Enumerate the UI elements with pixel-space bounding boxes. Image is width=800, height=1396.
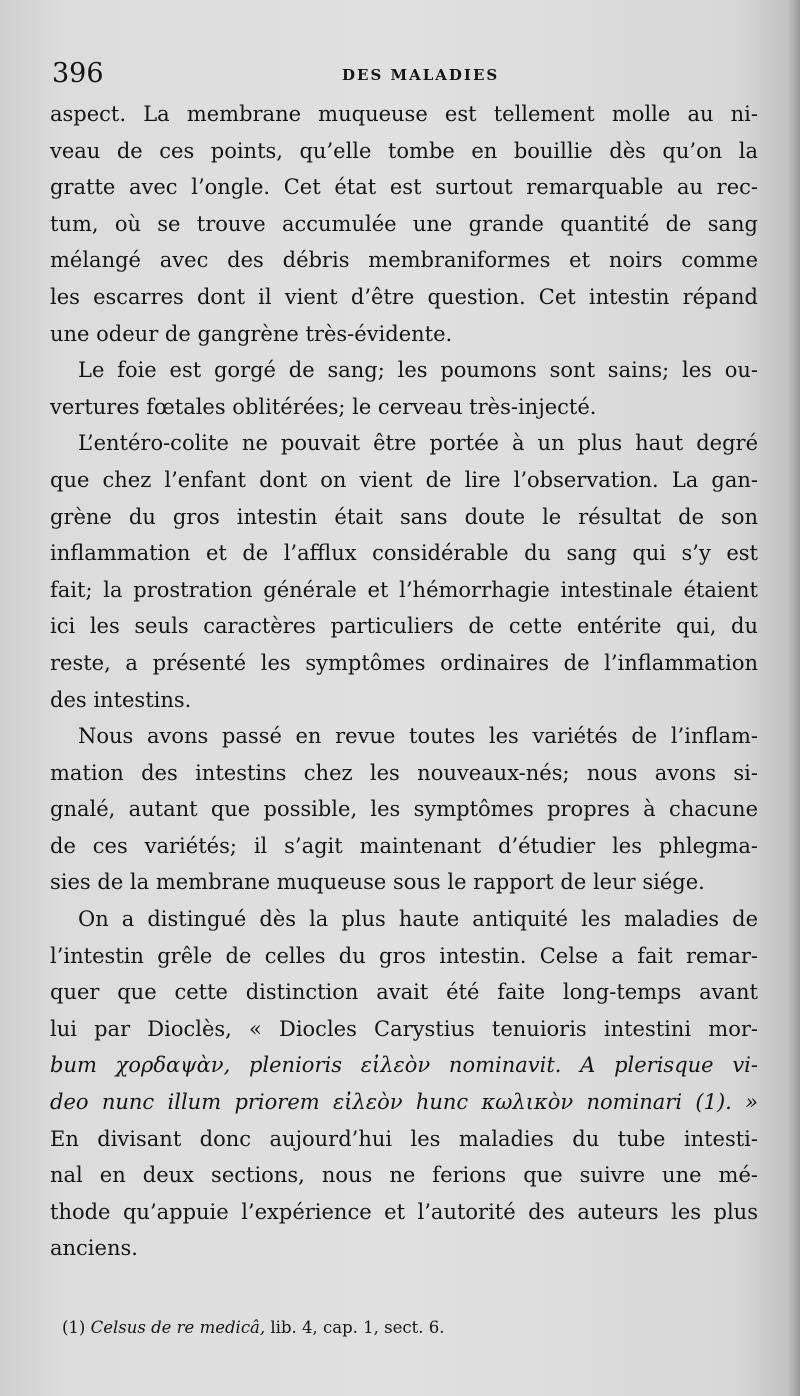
- page-header: [52, 58, 757, 98]
- text-line: On a distingué dès la plus haute antiquité les maladies de: [78, 907, 758, 932]
- text-line: une odeur de gangrène très-évidente.: [50, 321, 453, 346]
- text-line: veau de ces points, qu’elle tombe en bouillie dès qu’on la: [50, 138, 758, 163]
- text-line: grène du gros intestin était sans doute le résultat de son: [50, 504, 758, 529]
- text-line: lui par Dioclès, « Diocles Carystius tenuioris intestini mor-: [50, 1016, 758, 1041]
- text-line: thode qu’appuie l’expérience et l’autorité des auteurs les plus: [50, 1199, 758, 1224]
- text-line: quer que cette distinction avait été faite long-temps avant: [50, 980, 758, 1005]
- running-head: DES MALADIES: [342, 66, 500, 84]
- text-line: ici les seuls caractères particuliers de cette entérite qui, du: [50, 614, 758, 639]
- footnote-reference: lib. 4, cap. 1, sect. 6.: [270, 1318, 445, 1337]
- body-text: [50, 96, 758, 1267]
- text-line: mation des intestins chez les nouveaux-nés; nous avons si-: [50, 760, 758, 785]
- text-line: En divisant donc aujourd’hui les maladies du tube intesti-: [50, 1126, 758, 1151]
- text-line: gratte avec l’ongle. Cet état est surtout remarquable au rec-: [50, 175, 758, 200]
- footnote-marker: (1): [62, 1318, 86, 1337]
- text-line: de ces variétés; il s’agit maintenant d’étudier les phlegma-: [50, 833, 758, 858]
- text-line: tum, où se trouve accumulée une grande quantité de sang: [50, 211, 758, 236]
- text-line: les escarres dont il vient d’être question. Cet intestin répand: [50, 284, 758, 309]
- footnote: [62, 1318, 444, 1337]
- text-line: nal en deux sections, nous ne ferions que suivre une mé-: [50, 1163, 758, 1188]
- text-line: bum χορδαψὰν, plenioris εἰλεὸν nominavit. A plerisque vi-: [50, 1053, 758, 1078]
- text-line: L’entéro-colite ne pouvait être portée à un plus haut degré: [78, 431, 758, 456]
- text-line: mélangé avec des débris membraniformes et noirs comme: [50, 248, 758, 273]
- text-line: reste, a présenté les symptômes ordinaires de l’inflammation: [50, 650, 758, 675]
- text-line: Le foie est gorgé de sang; les poumons sont sains; les ou-: [78, 358, 758, 383]
- text-line: anciens.: [50, 1236, 138, 1261]
- text-line: que chez l’enfant dont on vient de lire l’observation. La gan-: [50, 467, 758, 492]
- text-line: vertures fœtales oblitérées; le cerveau très-injecté.: [50, 394, 597, 419]
- page-number: 396: [52, 58, 104, 89]
- text-line: deo nunc illum priorem εἰλεὸν hunc κωλικὸν nominari (1). »: [50, 1090, 758, 1115]
- page-edge-shadow: [786, 0, 800, 1396]
- text-line: aspect. La membrane muqueuse est tellement molle au ni-: [50, 102, 758, 126]
- footnote-source: Celsus de re medicâ,: [90, 1318, 266, 1337]
- text-line: fait; la prostration générale et l’hémorrhagie intestinale étaient: [50, 577, 758, 602]
- text-line: gnalé, autant que possible, les symptômes propres à chacune: [50, 797, 758, 822]
- text-line: des intestins.: [50, 687, 192, 712]
- text-line: sies de la membrane muqueuse sous le rapport de leur siége.: [50, 870, 705, 895]
- text-line: inflammation et de l’afflux considérable du sang qui s’y est: [50, 541, 758, 566]
- text-line: l’intestin grêle de celles du gros intestin. Celse a fait remar-: [50, 943, 758, 968]
- text-line: Nous avons passé en revue toutes les variétés de l’inflam-: [78, 724, 758, 749]
